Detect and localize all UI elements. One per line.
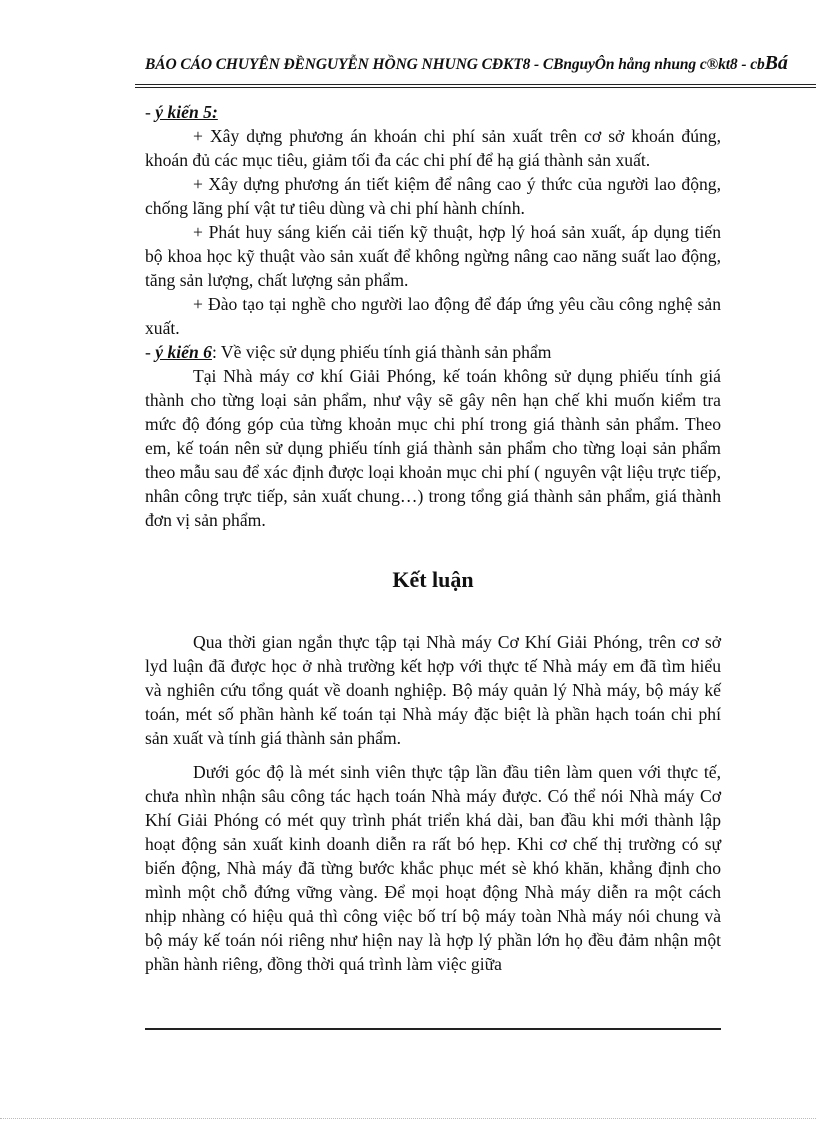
page-bottom-border: [0, 1118, 816, 1120]
main-content: [145, 100, 721, 976]
header-title-tail: Bá: [764, 52, 788, 74]
conclusion-paragraph-2: Dưới góc độ là mét sinh viên thực tập lần đầu tiên làm quen với thực tế, chưa nhìn nhận sâu công tác hạch toán Nhà máy được. Có thể nói Nhà máy Cơ Khí Giải Phóng có mét quy trình phát triển khá dài, ban đầu khi mới thành lập hoạt động sản xuất kinh doanh diễn ra rất bó hẹp. Khi cơ chế thị trường có sự biến động, Nhà máy đã từng bước khắc phục mét sè khó khăn, khẳng định cho mình một chỗ đứng vững vàng. Để mọi hoạt động Nhà máy diễn ra một cách nhịp nhàng có hiệu quả thì công việc bố trí bộ máy toàn Nhà máy nói chung và bộ máy kế toán nói riêng như hiện nay là hợp lý phần lớn họ đều đảm nhận một phần hành riêng, đồng thời quá trình làm việc giữa: [145, 762, 721, 974]
opinion-5-item-3: + Phát huy sáng kiến cải tiến kỹ thuật, hợp lý hoá sản xuất, áp dụng tiến bộ khoa học kỹ thuật vào sản xuất để không ngừng nâng cao năng suất lao động, tăng sản lượng, chất lượng sản phẩm.: [145, 222, 721, 290]
conclusion-title: Kết luận: [392, 567, 474, 592]
footer-rule: [145, 1028, 721, 1030]
opinion-6-label: ý kiến 6: [155, 342, 212, 362]
opinion-5-item-2: + Xây dựng phương án tiết kiệm để nâng cao ý thức của người lao động, chống lãng phí vật tư tiêu dùng và chi phí hành chính.: [145, 174, 721, 218]
opinion-5-label: ý kiến 5:: [155, 102, 218, 122]
opinion-6-heading-rest: : Về việc sử dụng phiếu tính giá thành sản phẩm: [211, 342, 552, 362]
opinion-5-item-1: + Xây dựng phương án khoán chi phí sản xuất trên cơ sở khoán đúng, khoán đủ các mục tiêu, giảm tối đa các chi phí để hạ giá thành sản xuất.: [145, 126, 721, 170]
opinion-5-heading: - ý kiến 5:: [145, 102, 218, 122]
header-rule: [135, 84, 816, 88]
opinion-5-item-4: + Đào tạo tại nghề cho người lao động để đáp ứng yêu cầu công nghệ sản xuất.: [145, 294, 721, 338]
conclusion-paragraph-1: Qua thời gian ngắn thực tập tại Nhà máy Cơ Khí Giải Phóng, trên cơ sở lyd luận đã được học ở nhà trường kết hợp với thực tế Nhà máy em đã tìm hiểu và nghiên cứu tổng quát về doanh nghiệp. Bộ máy quản lý Nhà máy, bộ máy kế toán, mét số phần hành kế toán tại Nhà máy đặc biệt là phần hạch toán chi phí sản xuất và tính giá thành sản phẩm.: [145, 632, 721, 748]
opinion-6-body: Tại Nhà máy cơ khí Giải Phóng, kế toán không sử dụng phiếu tính giá thành cho từng loại sản phẩm, như vậy sẽ gây nên hạn chế khi muốn kiểm tra mức độ đóng góp của từng khoản mục chi phí trong giá thành sản phẩm. Theo em, kế toán nên sử dụng phiếu tính giá thành sản phẩm cho từng loại sản phẩm theo mẫu sau để xác định được loại khoản mục chi phí ( nguyên vật liệu trực tiếp, nhân công trực tiếp, sản xuất chung…) trong tổng giá thành sản phẩm, giá thành đơn vị sản phẩm.: [145, 366, 721, 530]
header-title: BÁO CÁO CHUYÊN ĐỀNGUYỄN HỒNG NHUNG CĐKT8 - CBnguyÔn hång nhung c®kt8 - cb: [145, 56, 765, 73]
page-header: [145, 52, 816, 86]
opinion-6-heading: - ý kiến 6: Về việc sử dụng phiếu tính giá thành sản phẩm: [145, 342, 552, 362]
